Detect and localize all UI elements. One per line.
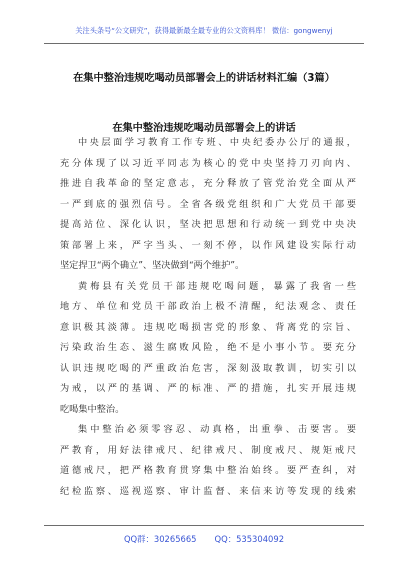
document-title: 在集中整治违规吃喝动员部署会上的讲话材料汇编（3篇） — [73, 73, 335, 84]
text-line: 污染政治生态、滋生腐败风险，绝不是小事小节。要充分 — [60, 342, 356, 353]
text-line: 地方、单位和党员干部政治上极不清醒，纪法观念、责任 — [60, 301, 356, 312]
section-title: 在集中整治违规吃喝动员部署会上的讲话 — [112, 123, 296, 134]
qq-group-number: QQ群：30265665 — [123, 534, 197, 544]
text-line: 严教育，用好法律戒尺、纪律戒尺、制度戒尺、规矩戒尺 — [60, 444, 356, 456]
text-line: 道德戒尺，把严格教育贯穿集中整治始终。要严查纠，对 — [60, 465, 356, 476]
text-line: 提高站位、深化认识，坚决把思想和行动统一到党中央决 — [60, 219, 356, 230]
text-line: 集中整治必须零容忍、动真格，出重拳、击要害。要 — [78, 424, 356, 435]
footer-divider — [44, 525, 364, 526]
text-line: 黄梅县有关党员干部违规吃喝问题，暴露了我省一些 — [78, 280, 356, 292]
qq-number: QQ：535304092 — [214, 534, 285, 544]
paragraph — [60, 133, 356, 277]
text-line: 推进自我革命的坚定意志，充分释放了管党治党全面从严 — [60, 178, 356, 189]
text-line: 为戒，以严的基调、严的标准、严的措施，扎实开展违规 — [60, 383, 356, 394]
paragraph — [60, 420, 356, 502]
text-line: 意识极其淡薄。违规吃喝损害党的形象、背离党的宗旨、 — [60, 321, 356, 333]
footer-contact — [0, 533, 408, 545]
header-note: 关注头条号“公文研究”，获得最新最全最专业的公文资料库！ 微信：gongwenyj — [75, 26, 333, 35]
text-line: 中央层面学习教育工作专班、中央纪委办公厅的通报， — [78, 137, 356, 148]
text-line: 一严到底的强烈信号。全省各级党组织和广大党员干部要 — [60, 198, 356, 210]
document-body — [60, 133, 356, 502]
text-line: 吃喝集中整治。 — [60, 403, 125, 415]
text-line: 认识违规吃喝的严重政治危害，深刻汲取教训，切实引以 — [60, 362, 356, 374]
text-line: 充分体现了以习近平同志为核心的党中央坚持刀刃向内、 — [60, 157, 356, 169]
text-line: 纪检监察、巡视巡察、审计监督、来信来访等发现的线索 — [60, 485, 356, 497]
paragraph — [60, 277, 356, 421]
text-line: 策部署上来，严字当头、一刻不停，以作风建设实际行动 — [60, 239, 356, 251]
text-line: 坚定捍卫“两个确立”、坚决做到“两个维护”。 — [60, 260, 245, 271]
header-divider — [44, 43, 364, 44]
